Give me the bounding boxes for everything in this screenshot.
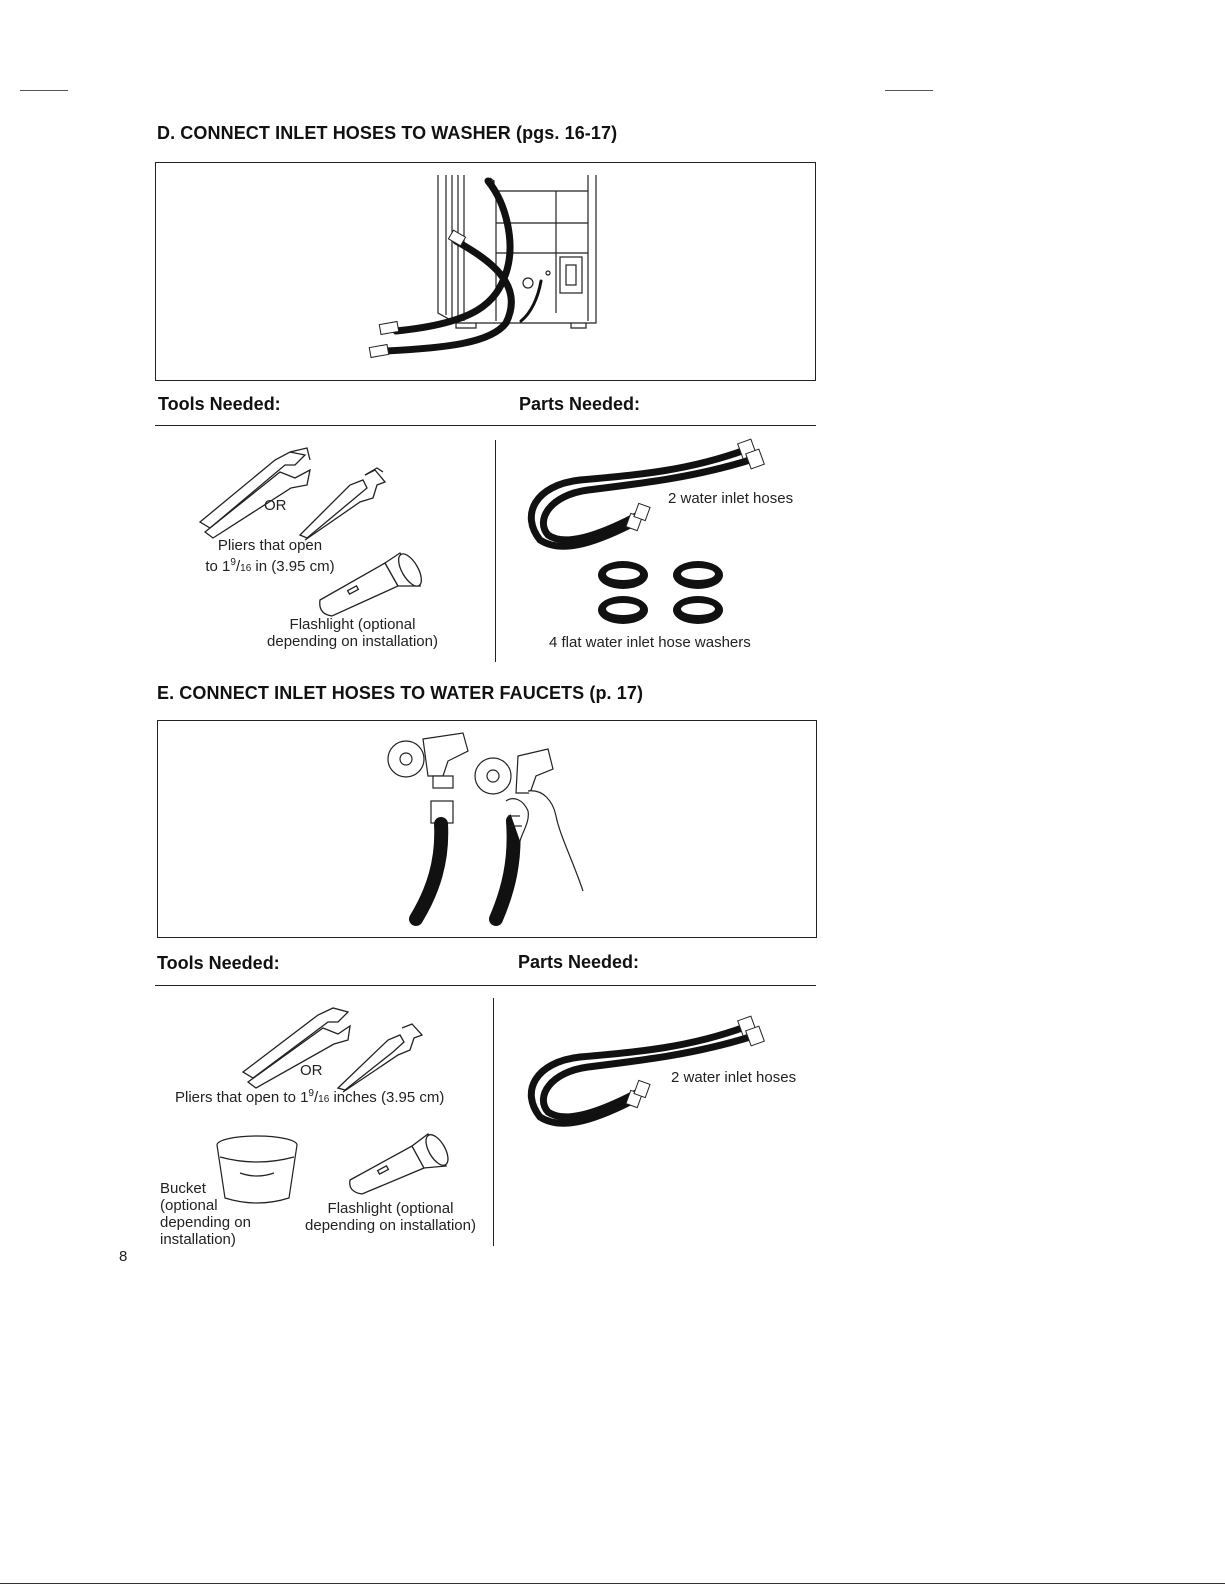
section-d-flashlight-line2: depending on installation) [267,633,438,650]
crop-mark-left [20,90,68,91]
section-e-parts-heading: Parts Needed: [518,952,640,972]
section-e-bucket-line3: depending on [160,1214,251,1231]
washer-back-illustration [156,163,817,382]
pliers-icon [195,440,395,540]
section-e-heading: E. CONNECT INLET HOSES TO WATER FAUCETS (p. 17) [157,683,644,703]
section-e-bucket-line2: (optional [160,1197,218,1214]
flashlight-icon [310,548,435,618]
section-e-flashlight-line1: Flashlight (optional [327,1200,454,1217]
section-e-pliers-label: Pliers that open to $1^9/16$ inches (3.95 cm) [175,1088,445,1106]
pliers-icon [238,1000,428,1090]
section-e-divider [155,985,816,986]
faucet-illustration [158,721,818,939]
section-e-tools-heading: Tools Needed: [157,953,280,973]
crop-mark-right [885,90,933,91]
section-d-flashlight-label [245,616,460,650]
page-number: 8 [119,1248,128,1265]
section-e-bucket-label [160,1180,280,1248]
section-e-flashlight-label [283,1200,498,1234]
section-d-column-divider [495,440,496,662]
section-d-parts-heading: Parts Needed: [519,394,641,414]
section-d-flashlight-line1: Flashlight (optional [289,616,416,633]
page-bottom-edge [0,1583,1225,1584]
section-d-or-label: OR [264,497,287,514]
section-e-illustration-frame [157,720,817,938]
section-d-heading: D. CONNECT INLET HOSES TO WASHER (pgs. 16-17) [157,123,618,143]
section-d-tools-heading: Tools Needed: [158,394,281,414]
section-d-pliers-line1: Pliers that open [217,537,323,554]
section-e-bucket-line1: Bucket [160,1180,206,1197]
hose-washer-icon [598,560,733,628]
section-e-flashlight-line2: depending on installation) [305,1217,476,1234]
section-d-washers-label: 4 flat water inlet hose washers [549,634,751,651]
section-d-hoses-label: 2 water inlet hoses [668,490,794,507]
section-d-pliers-line2: to $1^9/16$ in (3.95 cm) [205,557,335,575]
flashlight-icon [340,1128,460,1198]
section-e-hoses-label: 2 water inlet hoses [671,1069,797,1086]
section-e-or-label: OR [300,1062,323,1079]
section-d-divider [155,425,816,426]
section-e-bucket-line4: installation) [160,1231,236,1248]
section-d-illustration-frame [155,162,816,381]
